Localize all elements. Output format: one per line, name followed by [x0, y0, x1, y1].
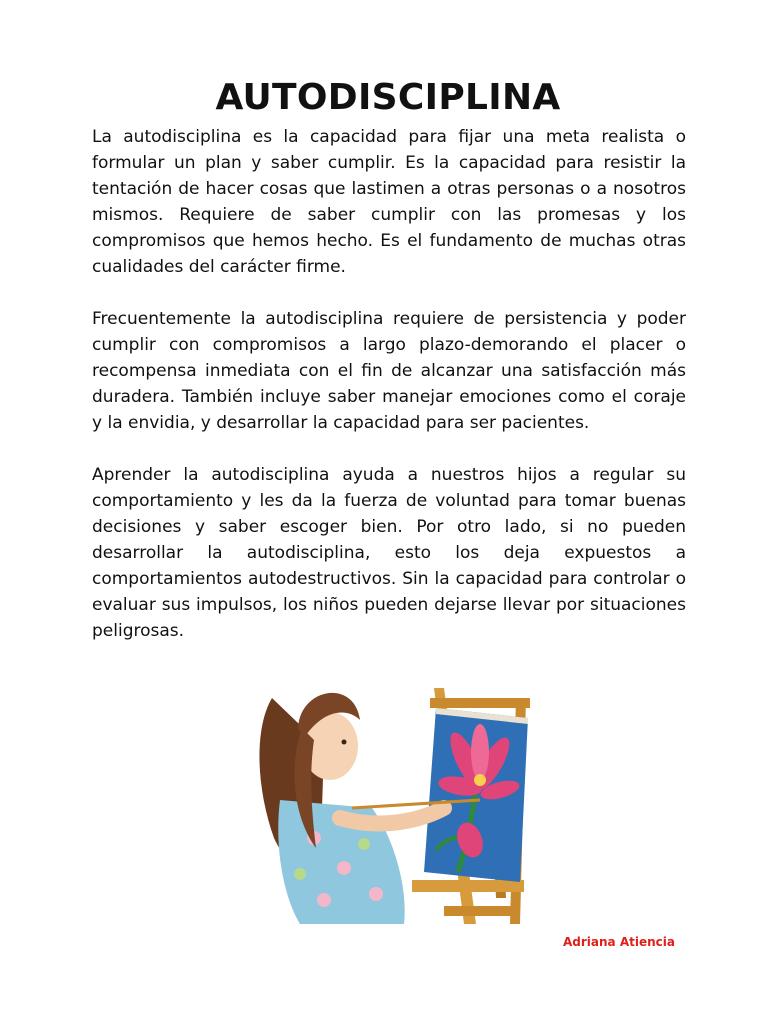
paragraph-1: La autodisciplina es la capacidad para fijar una meta realista o formular un plan y saber cumplir. Es la capacidad para resistir la tentación de hacer cosas que lastimen a otras personas o a nosotros mismos. Requiere de saber cumplir con las promesas y los compromisos que hemos hecho. Es el fundamento de muchas otras cualidades del carácter firme. — [92, 127, 686, 277]
author-signature: Adriana Atiencia — [563, 935, 675, 949]
document-body — [92, 124, 686, 644]
document-title: AUTODISCIPLINA — [215, 77, 561, 118]
girl-painting-illustration — [244, 668, 544, 924]
paragraph-2: Frecuentemente la autodisciplina requiere de persistencia y poder cumplir con compromisos a largo plazo-demorando el placer o recompensa inmediata con el fin de alcanzar una satisfacción más duradera. También incluye saber manejar emociones como el coraje y la envidia, y desarrollar la capacidad para ser pacientes. — [92, 309, 686, 433]
canvas-painting-icon — [424, 708, 528, 882]
paragraph-3: Aprender la autodisciplina ayuda a nuestros hijos a regular su comportamiento y les da la fuerza de voluntad para tomar buenas decisiones y saber escoger bien. Por otro lado, si no pueden desarrollar la autodisciplina, esto los deja expuestos a comportamientos autodestructivos. Sin la capacidad para controlar o evaluar sus impulsos, los niños pueden dejarse llevar por situaciones peligrosas. — [92, 465, 686, 641]
